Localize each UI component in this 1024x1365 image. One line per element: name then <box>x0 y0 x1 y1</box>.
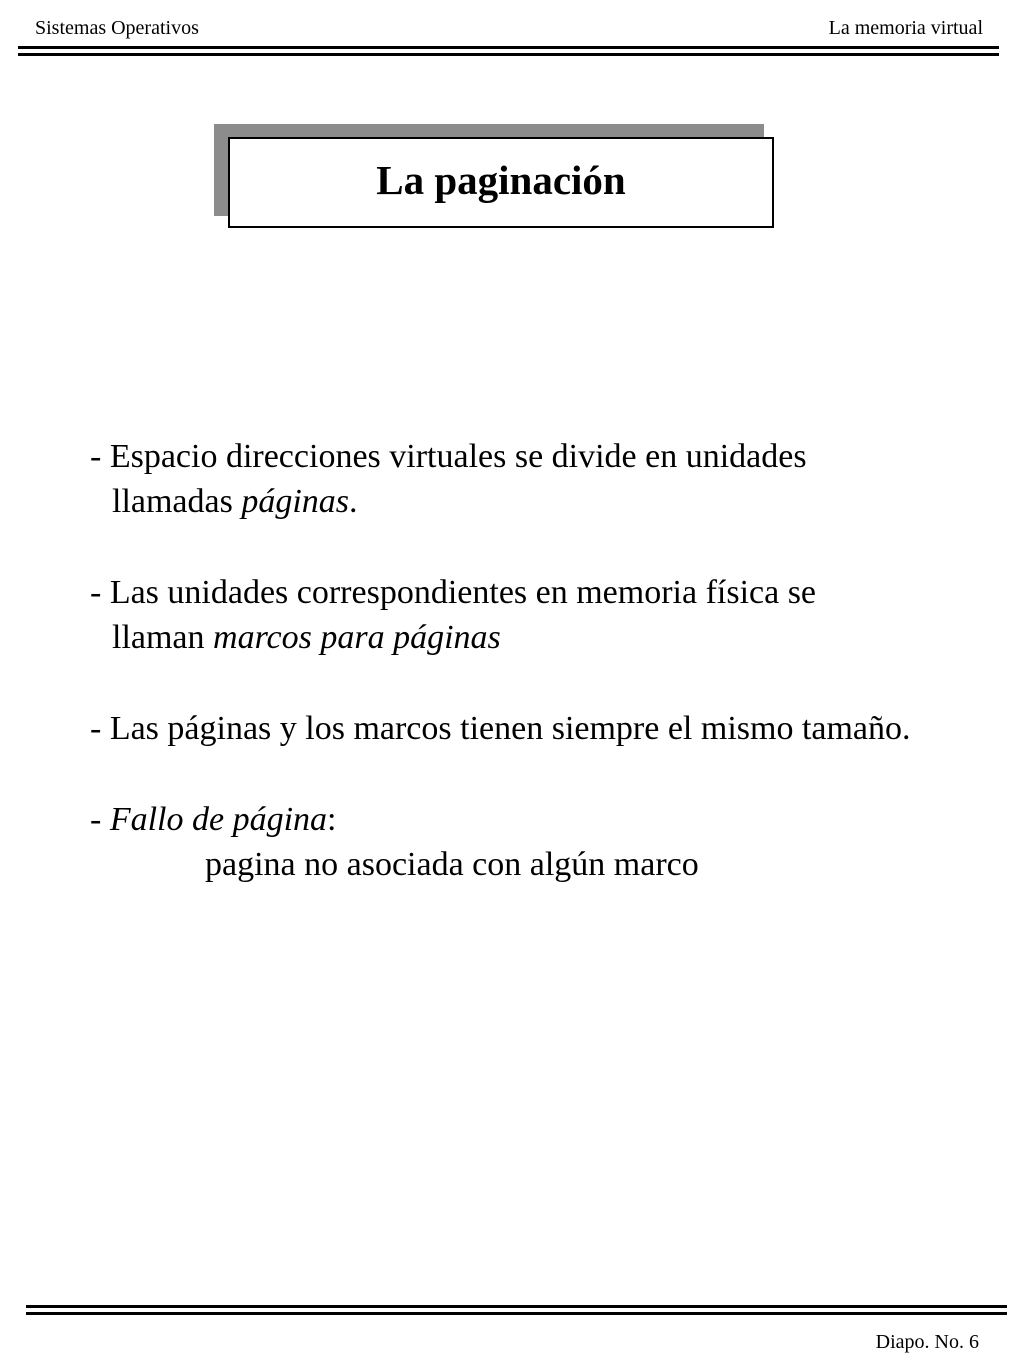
bullet-text: : <box>327 801 337 838</box>
bullet-continuation <box>90 615 1010 660</box>
bullet-text: - <box>90 801 110 838</box>
bullet-line: - Las unidades correspondientes en memoria física se <box>90 574 817 611</box>
title-box <box>228 137 774 228</box>
bullet-continuation <box>90 479 1010 524</box>
footer-double-rule <box>26 1305 1007 1315</box>
header-double-rule <box>18 46 999 56</box>
slide-content <box>90 434 1010 887</box>
slide-number: Diapo. No. 6 <box>875 1331 979 1353</box>
bullet-text: llaman <box>112 619 214 656</box>
bullet-physical-memory-frames <box>90 570 1010 660</box>
bullet-line: - Las páginas y los marcos tienen siempre el mismo tamaño. <box>90 710 911 747</box>
bullet-term-paginas: páginas <box>241 483 350 520</box>
bullet-virtual-address-space <box>90 434 1010 524</box>
bullet-text: llamadas <box>112 483 242 520</box>
bullet-text: . <box>349 483 358 520</box>
bullet-definition: pagina no asociada con algún marco <box>205 846 699 883</box>
bullet-line: - Espacio direcciones virtuales se divide en unidades <box>90 438 807 475</box>
bullet-term-fallo: Fallo de página <box>109 801 328 838</box>
header-course-title: Sistemas Operativos <box>35 17 199 39</box>
bullet-page-fault <box>90 797 1010 887</box>
bullet-same-size <box>90 706 1010 751</box>
header-topic-title: La memoria virtual <box>828 17 983 39</box>
bullet-term-marcos: marcos para páginas <box>213 619 501 656</box>
slide-title: La paginación <box>376 156 626 203</box>
